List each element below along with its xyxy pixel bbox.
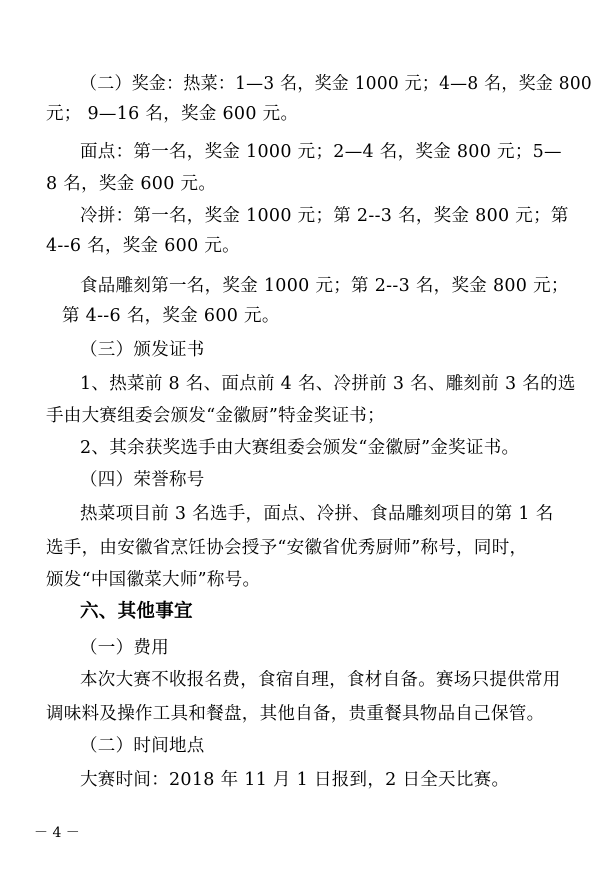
fees-line-2: 调味料及操作工具和餐盘，其他自备，贵重餐具物品自己保管。 <box>46 704 545 724</box>
prize-pastry-line-1: 面点：第一名，奖金 1000 元；2—4 名，奖金 800 元；5— <box>80 142 562 162</box>
contest-time-line: 大赛时间：2018 年 11 月 1 日报到，2 日全天比赛。 <box>80 770 510 790</box>
prize-hot-dishes-line-2: 元； 9—16 名，奖金 600 元。 <box>46 104 299 124</box>
section-honorary-title-heading: （四）荣誉称号 <box>80 470 205 490</box>
certificates-item-1-line-1: 1、热菜前 8 名、面点前 4 名、冷拼前 3 名、雕刻前 3 名的选 <box>80 374 576 394</box>
section-certificates-heading: （三）颁发证书 <box>80 340 205 360</box>
section-time-place-heading: （二）时间地点 <box>80 736 205 756</box>
certificates-item-2: 2、其余获奖选手由大赛组委会颁发“金徽厨”金奖证书。 <box>80 438 520 458</box>
chapter-six-heading: 六、其他事宜 <box>80 601 193 622</box>
honorary-title-line-1: 热菜项目前 3 名选手，面点、冷拼、食品雕刻项目的第 1 名 <box>80 504 554 524</box>
honorary-title-line-3: 颁发“中国徽菜大师”称号。 <box>46 570 261 590</box>
prize-food-carving-line-1: 食品雕刻第一名，奖金 1000 元；第 2--3 名，奖金 800 元； <box>80 276 569 296</box>
section-fees-heading: （一）费用 <box>80 638 169 658</box>
fees-line-1: 本次大赛不收报名费，食宿自理，食材自备。赛场只提供常用 <box>80 670 561 690</box>
certificates-item-1-line-2: 手由大赛组委会颁发“金徽厨”特金奖证书； <box>46 406 385 426</box>
prize-hot-dishes-line-1: （二）奖金：热菜：1—3 名，奖金 1000 元；4—8 名，奖金 800 <box>80 74 592 94</box>
honorary-title-line-2: 选手，由安徽省烹饪协会授予“安徽省优秀厨师”称号，同时， <box>46 538 528 558</box>
prize-cold-platter-line-2: 4--6 名，奖金 600 元。 <box>46 236 240 256</box>
page-number: － 4 － <box>34 825 80 841</box>
prize-food-carving-line-2: 第 4--6 名，奖金 600 元。 <box>62 306 280 326</box>
prize-pastry-line-2: 8 名，奖金 600 元。 <box>46 174 217 194</box>
prize-cold-platter-line-1: 冷拼：第一名，奖金 1000 元；第 2--3 名，奖金 800 元；第 <box>80 206 569 226</box>
